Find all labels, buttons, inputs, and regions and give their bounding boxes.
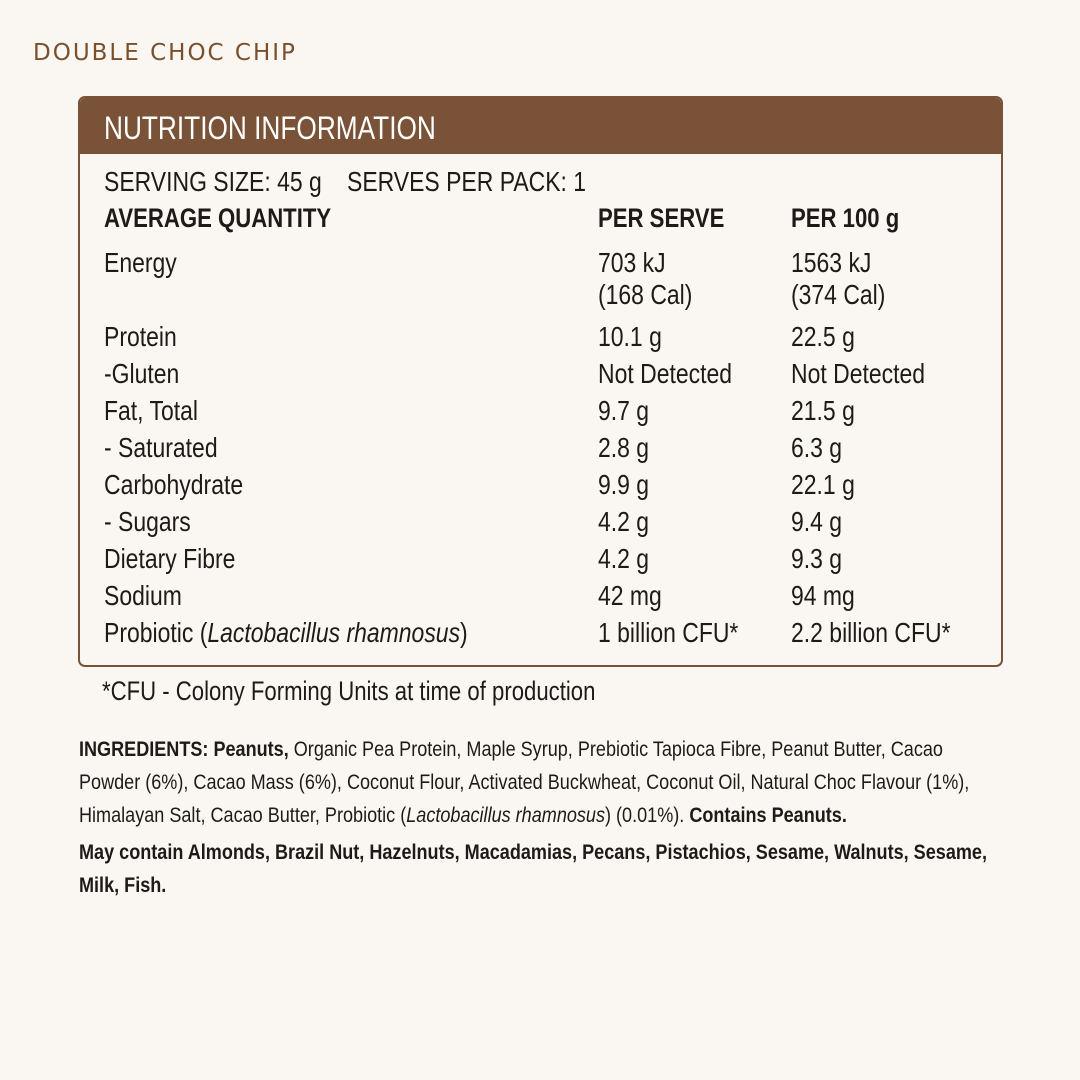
panel-header-text: NUTRITION INFORMATION	[104, 110, 436, 146]
per-serve-value: 4.2 g	[598, 543, 650, 574]
nutrient-name: Sodium	[104, 580, 182, 611]
per-serve-value: 703 kJ	[598, 247, 666, 278]
table-row	[104, 358, 984, 395]
per-serve-value: 1 billion CFU*	[598, 617, 739, 648]
nutrient-name: Protein	[104, 321, 177, 352]
nutrient-name: - Saturated	[104, 432, 218, 463]
per-serve-value: 4.2 g	[598, 506, 650, 537]
per-100g-value: 22.5 g	[791, 321, 855, 352]
per-100g-value: 1563 kJ	[791, 247, 872, 278]
table-row	[104, 247, 984, 321]
per-100g-value-secondary: (374 Cal)	[791, 279, 886, 310]
serving-size: SERVING SIZE: 45 g	[104, 166, 322, 197]
nutrient-name: -Gluten	[104, 358, 180, 389]
per-serve-value-secondary: (168 Cal)	[598, 279, 693, 310]
per-100g-value: 94 mg	[791, 580, 855, 611]
column-header-average-quantity: AVERAGE QUANTITY	[104, 203, 332, 233]
table-row	[104, 321, 984, 358]
per-100g-value: 21.5 g	[791, 395, 855, 426]
per-serve-value: 9.7 g	[598, 395, 650, 426]
contains-statement: Contains Peanuts.	[689, 804, 847, 827]
per-100g-value: 22.1 g	[791, 469, 855, 500]
may-contain-statement: May contain Almonds, Brazil Nut, Hazelnuts, Macadamias, Pecans, Pistachios, Sesame, Walnuts, Sesame, Milk, Fish.	[79, 841, 987, 897]
table-header-row	[104, 203, 984, 247]
table-row	[104, 543, 984, 580]
ingredients-block	[79, 733, 1004, 902]
nutrient-name-prefix: Probiotic (	[104, 617, 208, 648]
panel-header	[80, 98, 1001, 154]
nutrient-name-italic: Lactobacillus rhamnosus	[207, 617, 461, 648]
column-header-per-serve: PER SERVE	[598, 203, 725, 233]
per-serve-value: 42 mg	[598, 580, 662, 611]
table-row	[104, 432, 984, 469]
per-100g-value: 9.3 g	[791, 543, 843, 574]
nutrient-name	[104, 617, 468, 649]
product-title: DOUBLE CHOC CHIP	[33, 40, 297, 66]
ingredients-label: INGREDIENTS:	[79, 738, 209, 761]
nutrient-name-suffix: )	[460, 617, 468, 648]
table-row	[104, 395, 984, 432]
per-serve-value: 2.8 g	[598, 432, 650, 463]
per-serve-value: 10.1 g	[598, 321, 662, 352]
per-100g-value: 2.2 billion CFU*	[791, 617, 951, 648]
nutrient-name: Energy	[104, 247, 177, 278]
table-row	[104, 580, 984, 617]
per-100g-value: 9.4 g	[791, 506, 843, 537]
serving-info	[104, 166, 587, 198]
per-100g-value: Not Detected	[791, 358, 926, 389]
per-serve-value: Not Detected	[598, 358, 733, 389]
serves-per-pack: SERVES PER PACK: 1	[347, 166, 587, 197]
nutrient-name: - Sugars	[104, 506, 191, 537]
table-row	[104, 469, 984, 506]
ingredients-text-1: Organic Pea Protein, Maple Syrup, Prebiotic Tapioca Fibre, Peanut Butter, Cacao Powder (6%), Cacao Mass (6%), Coconut Flour, Activated Buckwheat, Coconut Oil, Natural Choc Flavour (1%), Himalayan Salt, Cacao Butter, Probiotic (	[79, 738, 970, 827]
per-serve-value: 9.9 g	[598, 469, 650, 500]
nutrition-panel	[78, 96, 1003, 667]
table-row	[104, 617, 984, 654]
ingredients-list	[79, 733, 1004, 832]
nutrition-table	[104, 203, 984, 654]
footnote-text: *CFU - Colony Forming Units at time of production	[102, 676, 596, 706]
nutrient-name: Carbohydrate	[104, 469, 244, 500]
per-100g-value: 6.3 g	[791, 432, 843, 463]
table-row	[104, 506, 984, 543]
nutrient-name: Fat, Total	[104, 395, 199, 426]
footnote	[102, 676, 704, 707]
ingredients-first-bold: Peanuts,	[213, 738, 289, 761]
ingredients-italic: Lactobacillus rhamnosus	[406, 804, 606, 827]
column-header-per-100g: PER 100 g	[791, 203, 900, 233]
nutrient-name: Dietary Fibre	[104, 543, 236, 574]
ingredients-text-2: ) (0.01%).	[605, 804, 690, 827]
